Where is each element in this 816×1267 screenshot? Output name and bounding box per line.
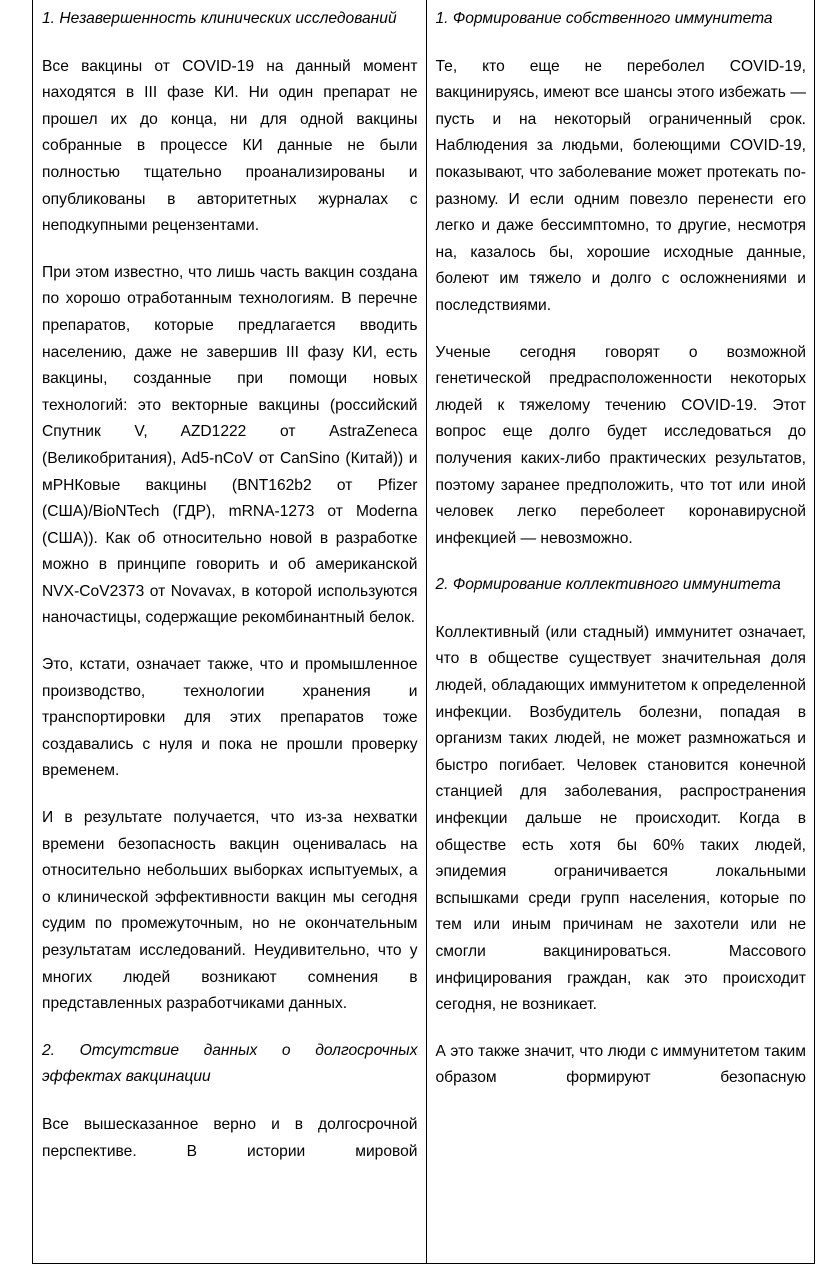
left-column (33, 0, 427, 1263)
section-heading-collective-immunity: 2. Формирование коллективного иммунитета (435, 576, 781, 594)
document-table (32, 0, 815, 1264)
paragraph: Ученые сегодня говорят о возможной генетической предрасположенности некоторых людей к тяжелому течению COVID-19. Этот вопрос еще долго будет исследоваться до получения каких-либо практических результатов, поэтому заранее предположить, что тот или иной человек легко переболеет коронавирусной инфекцией — невозможно. (435, 343, 806, 547)
section-heading-long-term-effects: 2. Отсутствие данных о долгосрочных эффектах вакцинации (42, 1041, 418, 1086)
right-column (427, 0, 815, 1263)
paragraph: Коллективный (или стадный) иммунитет означает, что в обществе существует значительная доля людей, обладающих иммунитетом к определенной инфекции. Возбудитель болезни, попадая в организм таких людей, не может размножаться и быстро погибает. Человек становится конечной станцией для заболевания, распространения инфекции дальше не происходит. Когда в обществе есть хотя бы 60% таких людей, эпидемия ограничивается локальными вспышками среди групп населения, которые по тем или иным причинам не захотели или не смогли вакцинироваться. Массового инфицирования граждан, как это происходит сегодня, не возникает. (435, 623, 806, 1014)
paragraph: И в результате получается, что из-за нехватки времени безопасность вакцин оценивалась на относительно небольших выборках испытуемых, а о клинической эффективности вакцин мы сегодня судим по промежуточным, но не окончательным результатам исследований. Неудивительно, что у многих людей возникают сомнения в представленных разработчиками данных. (42, 809, 418, 1013)
section-heading-own-immunity: 1. Формирование собственного иммунитета (435, 10, 773, 27)
paragraph-truncated: Все вышесказанное верно и в долгосрочной перспективе. В истории мировой (42, 1115, 418, 1160)
paragraph: Это, кстати, означает также, что и промышленное производство, технологии хранения и транспортировки для этих препаратов тоже создавались с нуля и пока не прошли проверку временем. (42, 656, 418, 780)
paragraph: Те, кто еще не переболел COVID-19, вакцинируясь, имеют все шансы этого избежать — пусть и на некоторый ограниченный срок. Наблюдения за людьми, болеющими COVID-19, показывают, что заболевание может протекать по-разному. И если одним повезло перенести его легко и даже бессимптомно, то другие, несмотря на, казалось бы, хорошие исходные данные, болеют им тяжело и долго с осложнениями и последствиями. (435, 57, 806, 314)
section-heading-incomplete-trials: 1. Незавершенность клинических исследований (42, 10, 397, 27)
paragraph-truncated: А это также значит, что люди с иммунитетом таким образом формируют безопасную (435, 1042, 806, 1087)
paragraph: При этом известно, что лишь часть вакцин создана по хорошо отработанным технологиям. В перечне препаратов, которые предлагается вводить населению, даже не завершив III фазу КИ, есть вакцины, созданные при помощи новых технологий: это векторные вакцины (российский Спутник V, AZD1222 от AstraZeneca (Великобритания), Ad5-nCoV от CanSino (Китай)) и мРНКовые вакцины (BNT162b2 от Pfizer (США)/BioNTech (ГДР), mRNA-1273 от Moderna (США)). Как об относительно новой в разработке можно в принципе говорить и об американской NVX-CoV2373 от Novavax, в которой используются наночастицы, содержащие рекомбинантный белок. (42, 263, 418, 627)
paragraph: Все вакцины от COVID-19 на данный момент находятся в III фазе КИ. Ни один препарат не прошел их до конца, ни для одной вакцины собранные в процессе КИ данные не были полностью тщательно проанализированы и опубликованы в авторитетных журналах с неподкупными рецензентами. (42, 57, 418, 235)
